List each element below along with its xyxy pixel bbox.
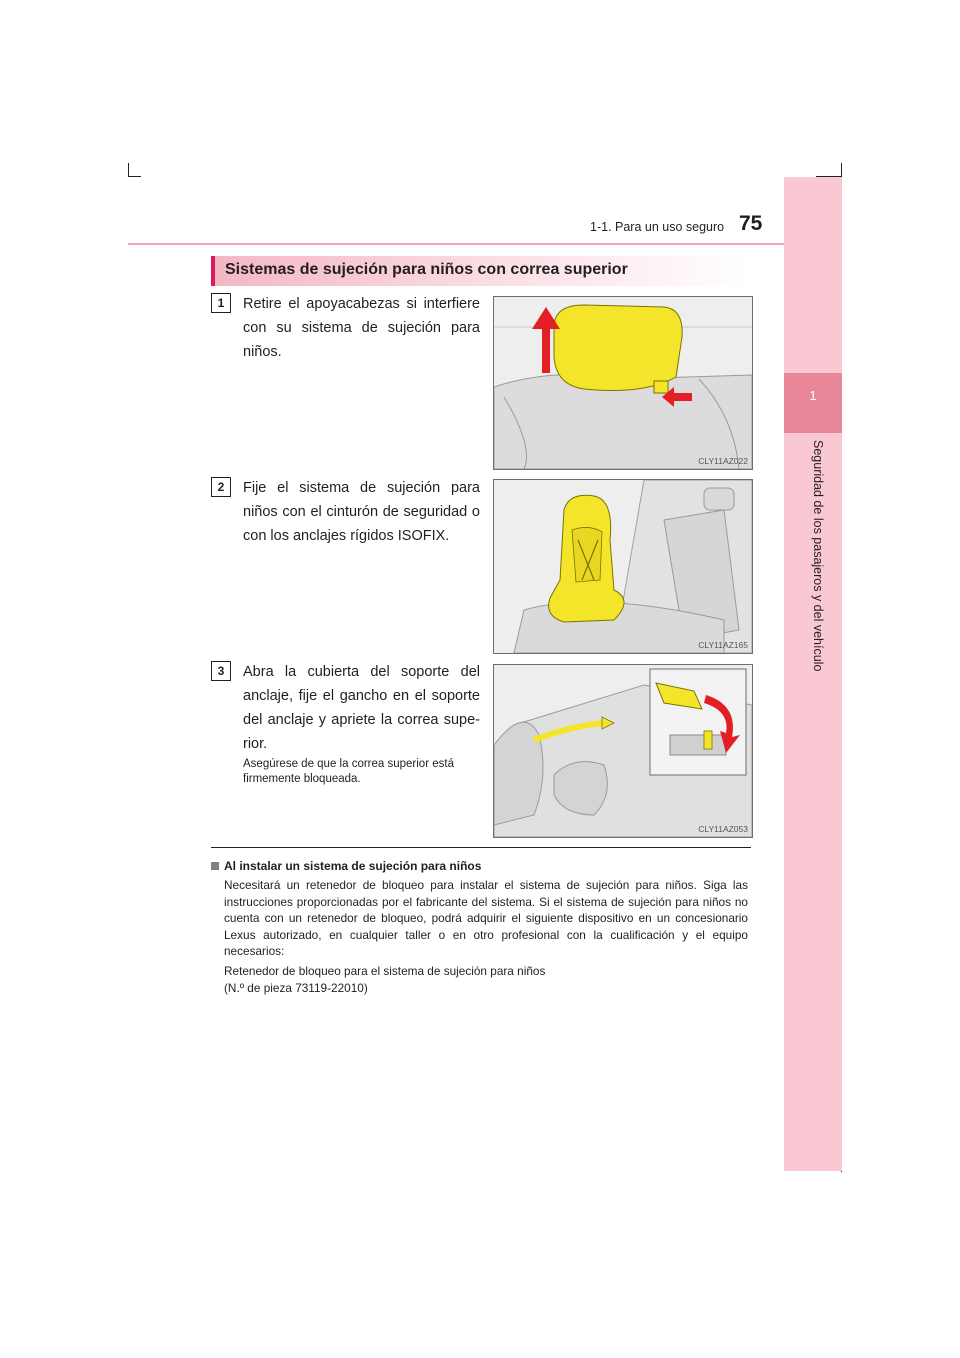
step-number: 2 bbox=[211, 477, 231, 497]
section-title-bar bbox=[211, 256, 751, 286]
chapter-tab bbox=[784, 373, 842, 433]
top-tether-illustration bbox=[494, 665, 752, 837]
section-divider bbox=[211, 847, 751, 848]
figure-install-child-seat bbox=[493, 479, 753, 654]
headrest-illustration bbox=[494, 297, 752, 469]
figure-code: CLY11AZ053 bbox=[698, 824, 748, 834]
chapter-tab-title: Seguridad de los pasajeros y del vehículo bbox=[811, 440, 825, 672]
chapter-tab-number: 1 bbox=[809, 388, 817, 403]
crop-mark bbox=[128, 176, 141, 177]
section-accent bbox=[211, 256, 215, 286]
step-number: 1 bbox=[211, 293, 231, 313]
step-text: Retire el apoyacabezas si interfiere con su sistema de sujeción para niños. bbox=[243, 296, 480, 360]
info-paragraph: Necesitará un retenedor de bloqueo para instalar el sistema de sujeción para niños. Siga las instrucciones proporcionadas por el fabricante del sistema. Si el sistema de sujeción para niños no cuenta con un retenedor de bloqueo, podrá adquirir el siguiente dispositivo en un concesionario Lexus autorizado, en cualquier taller o en otro profesional con la cualificación y el equipo necesarios: bbox=[224, 878, 748, 958]
figure-code: CLY11AZ022 bbox=[698, 456, 748, 466]
bullet-square-icon bbox=[211, 862, 219, 870]
figure-remove-headrest bbox=[493, 296, 753, 470]
step-note: Asegúrese de que la correa superior está firmemente bloqueada. bbox=[243, 758, 454, 785]
running-header: 1-1. Para un uso seguro bbox=[590, 220, 725, 234]
info-heading-text: Al instalar un sistema de sujeción para niños bbox=[224, 859, 482, 873]
step-text: Abra la cubierta del soporte del anclaje, fije el gancho en el soporte del anclaje y apriete la correa supe- rior. bbox=[243, 664, 480, 752]
header-rule bbox=[128, 243, 784, 245]
step-text: Fije el sistema de sujeción para niños con el cinturón de seguridad o con los anclajes rígidos ISOFIX. bbox=[243, 480, 480, 544]
part-description: Retenedor de bloqueo para el sistema de sujeción para niños bbox=[224, 964, 546, 978]
child-seat-illustration bbox=[494, 480, 752, 653]
figure-attach-top-tether bbox=[493, 664, 753, 838]
info-heading bbox=[211, 859, 481, 873]
page-number: 75 bbox=[739, 212, 763, 235]
part-number: (N.º de pieza 73119-22010) bbox=[224, 981, 368, 995]
crop-mark bbox=[128, 163, 129, 176]
section-title: Sistemas de sujeción para niños con correa superior bbox=[225, 261, 628, 278]
step-number: 3 bbox=[211, 661, 231, 681]
figure-code: CLY11AZ165 bbox=[698, 640, 748, 650]
